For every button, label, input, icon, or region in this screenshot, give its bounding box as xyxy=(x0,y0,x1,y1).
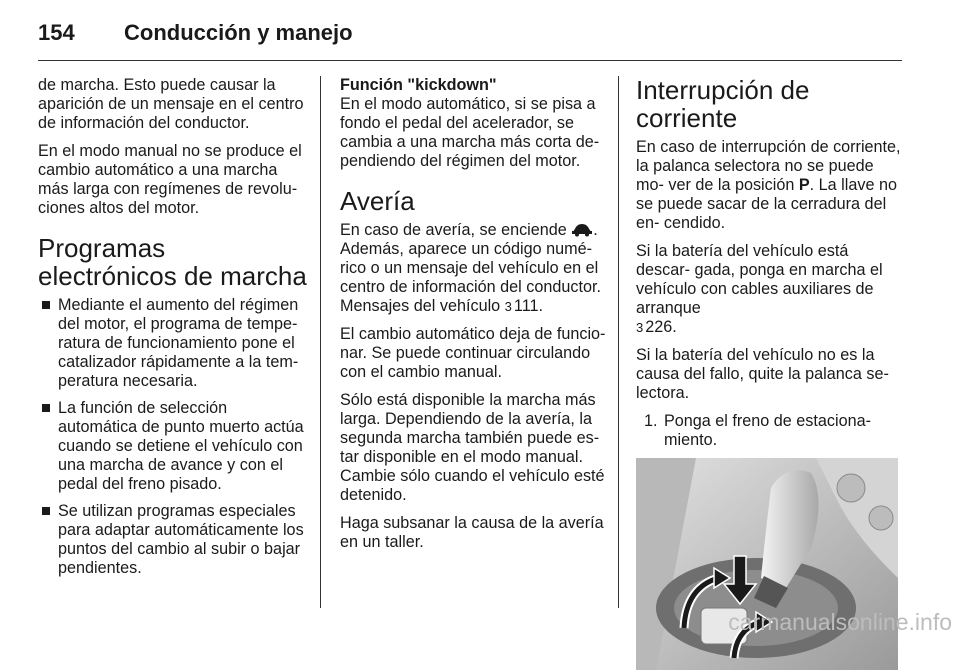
paragraph: En caso de avería, se enciende . Además, aparece un código numé- rico o un mensaje del vehículo en el centro de información del conductor. Mensajes del vehículo 3 111. xyxy=(340,221,601,315)
bullet-icon xyxy=(42,404,50,412)
paragraph: de marcha. Esto puede causar la aparición de un mensaje en el centro de información del conductor. xyxy=(38,76,304,132)
chapter-title: Conducción y manejo xyxy=(124,20,353,45)
paragraph: Sólo está disponible la marcha más larga. Dependiendo de la avería, la segunda marcha también puede es- tar disponible en el modo manual. Cambie sólo cuando el vehículo esté detenido. xyxy=(340,391,605,504)
numbered-list xyxy=(636,412,904,450)
bullet-icon xyxy=(42,301,50,309)
list-item: 1. Ponga el freno de estaciona- miento. xyxy=(644,412,871,449)
paragraph: El cambio automático deja de funcio- nar. Se puede continuar circulando con el cambio manual. xyxy=(340,325,606,381)
list-item: La función de selección automática de punto muerto actúa cuando se detiene el vehículo con una marcha de avance y con el pedal del freno pisado. xyxy=(38,399,308,494)
section-heading: Programas electrónicos de marcha xyxy=(38,233,307,291)
malfunction-car-icon xyxy=(571,223,593,237)
page-header xyxy=(38,12,902,52)
paragraph: Si la batería del vehículo está descar- gada, ponga en marcha el vehículo con cables auxiliares de arranque 3 226. xyxy=(636,242,883,336)
column-left xyxy=(38,76,308,586)
paragraph: Haga subsanar la causa de la avería en un taller. xyxy=(340,514,604,551)
page-reference-icon: 3 xyxy=(504,299,512,314)
column-middle xyxy=(340,76,606,561)
column-divider xyxy=(320,76,321,608)
paragraph: En el modo manual no se produce el cambio automático a una marcha más larga con regímenes de revolu- ciones altos del motor. xyxy=(38,142,302,217)
section-heading: Avería xyxy=(340,186,415,216)
bullet-icon xyxy=(42,507,50,515)
paragraph: En caso de interrupción de corriente, la palanca selectora no se puede mo- ver de la posición P. La llave no se puede sacar de la cerradura del en- cendido. xyxy=(636,138,901,232)
watermark: carmanualsonline.info xyxy=(728,609,952,635)
gear-selector-photo xyxy=(636,458,898,670)
gear-lever-illustration xyxy=(636,458,898,670)
gear-position-label: P xyxy=(798,176,810,194)
column-divider xyxy=(618,76,619,608)
paragraph: Si la batería del vehículo no es la causa del fallo, quite la palanca se- lectora. xyxy=(636,346,889,402)
list-item: Se utilizan programas especiales para adaptar automáticamente los puntos del cambio al subir o bajar pendientes. xyxy=(38,502,308,578)
section-heading: Interrupción de corriente xyxy=(636,75,810,133)
list-item: Mediante el aumento del régimen del motor, el programa de tempe- ratura de funcionamiento pone el catalizador rápidamente a la tem- peratura necesaria. xyxy=(38,296,308,391)
header-divider xyxy=(38,60,902,61)
bullet-list xyxy=(38,296,308,578)
subsection-title: Función "kickdown" xyxy=(340,76,497,94)
column-right xyxy=(636,76,904,670)
page-reference-icon: 3 xyxy=(636,320,644,335)
paragraph: En el modo automático, si se pisa a fondo el pedal del acelerador, se cambia a una marcha más corta de- pendiendo del régimen del motor. xyxy=(340,95,600,170)
page-number: 154 xyxy=(38,20,75,45)
